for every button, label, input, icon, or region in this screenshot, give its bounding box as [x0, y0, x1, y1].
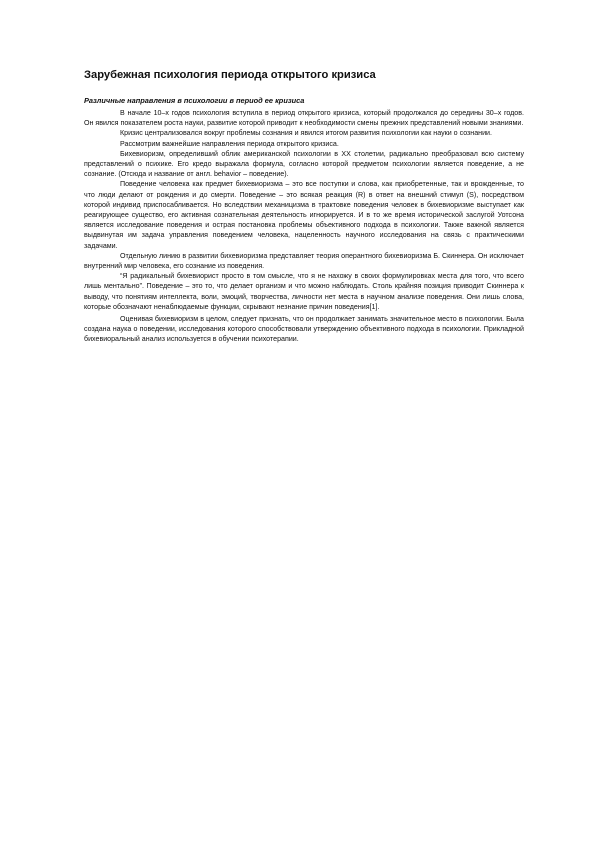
document-page — [84, 68, 524, 345]
paragraph-behaviorism: Бихевиоризм, определивший облик американской психологии в XX столетии, радикально преобразовал всю систему представлений о психике. Его кредо выражала формула, согласно которой предметом психологии является поведение, а не сознание. (Отсюда и название от англ. behavior – поведение). — [84, 149, 524, 179]
paragraph-skinner: Отдельную линию в развитии бихевиоризма представляет теория оперантного бихевиоризма Б. Скиннера. Он исключает внутренний мир человека, его сознание из поведения. — [84, 251, 524, 271]
document-title: Зарубежная психология периода открытого кризиса — [84, 69, 376, 81]
paragraph-directions: Рассмотрим важнейшие направления периода открытого кризиса. — [120, 139, 339, 148]
paragraph-crisis-intro: В начале 10–х годов психология вступила в период открытого кризиса, который продолжался до середины 30–х годов. Он явился показателем роста науки, развитие которой приводит к необходимости смены прежних представлений новыми знаниями. — [84, 109, 524, 128]
section-subtitle: Различные направления в психологии в период ее кризиса — [84, 96, 305, 105]
paragraph-behavior-subject: Поведение человека как предмет бихевиоризма – это все поступки и слова, как приобретенные, так и врожденные, то что люди делают от рождения и до смерти. Поведение – это всякая реакция (R) в ответ на внешний стимул (S), посредством которой индивид приспосабливается. Но вследствии механицизма в трактовке поведения человек в бихевиоризме выступает как реагирующее существо, его активная сознательная деятельность игнорируется. И в то же время исторической заслугой Уотсона является исследование поведения и острая постановка проблемы объективного подхода в психологии. Также важной является выдвинутая им задача управления поведением человека, нацеленность научного исследования на связь с практическими задачами. — [84, 180, 524, 250]
paragraph-crisis-center: Кризис централизовался вокруг проблемы сознания и явился итогом развития психологии как науки о сознании. — [120, 129, 492, 138]
paragraph-conclusion: Оценивая бихевиоризм в целом, следует признать, что он продолжает занимать значительное место в психологии. Была создана наука о поведении, исследования которого способствовали утверждению объективного подхода в психологии. Прикладной бихевиоральный анализ используется в обучении психотерапии. — [84, 315, 524, 344]
paragraph-skinner-quote: “Я радикальный бихевиорист просто в том смысле, что я не нахожу в своих формулировках места для того, что всего лишь ментально”. Поведение – это то, что делает организм и что можно наблюдать. Столь крайняя позиция приводит Скиннера к выводу, что понятиям интеллекта, воли, эмоций, творчества, личности нет места в научном анализе поведения. Они лишь слова, которые обозначают ненаблюдаемые функции, скрывают незнание причин поведения[1]. — [84, 272, 524, 311]
